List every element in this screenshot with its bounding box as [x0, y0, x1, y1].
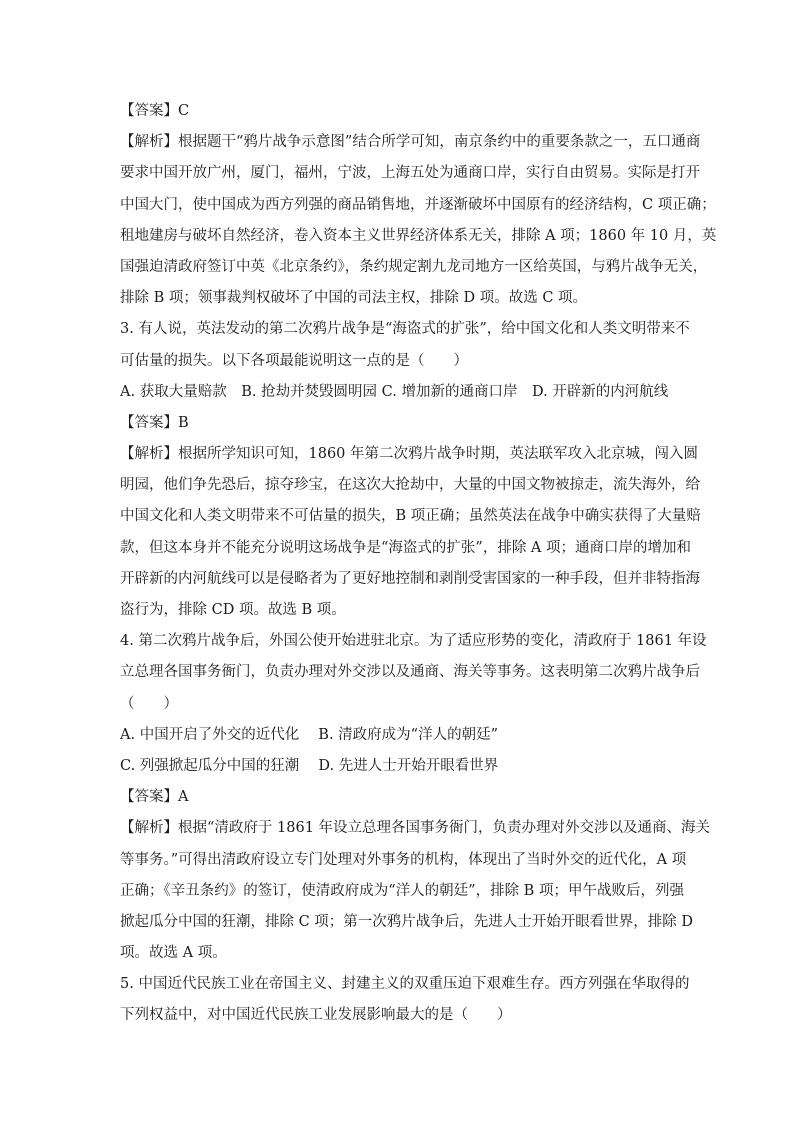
q4-analysis-line: 正确；《辛丑条约》的签订，使清政府成为“洋人的朝廷”，排除 B 项；甲午战败后，列强	[120, 882, 684, 899]
q2-analysis	[120, 127, 717, 314]
q3-analysis	[120, 439, 701, 626]
q3-analysis-line: 中国文化和人类文明带来不可估量的损失，B 项正确；虽然英法在战争中确实获得了大量赔	[120, 508, 701, 525]
q5-stem	[120, 969, 690, 1031]
q5-stem-line: 下列权益中，对中国近代民族工业发展影响最大的是（ ）	[120, 1007, 512, 1024]
q2-analysis-line: 要求中国开放广州，厦门，福州，宁波，上海五处为通商口岸，实行自由贸易。实际是打开	[120, 165, 700, 182]
q5-stem-line: 5. 中国近代民族工业在帝国主义、封建主义的双重压迫下艰难生存。西方列强在华取得的	[120, 976, 690, 993]
q2-analysis-line: 排除 B 项；领事裁判权破坏了中国的司法主权，排除 D 项。故选 C 项。	[120, 290, 588, 307]
document-page	[120, 96, 717, 1032]
q4-option-row: A. 中国开启了外交的近代化 B. 清政府成为“洋人的朝廷”	[120, 726, 498, 743]
q2-analysis-line: 租地建房与破坏自然经济，卷入资本主义世界经济体系无关，排除 A 项；1860 年 10 月，英	[120, 227, 717, 244]
q2-analysis-line: 【解析】根据题干“鸦片战争示意图”结合所学可知，南京条约中的重要条款之一，五口通商	[120, 134, 701, 151]
q3-analysis-line: 款，但这本身并不能充分说明这场战争是“海盗式的扩张”，排除 A 项；通商口岸的增加和	[120, 539, 692, 556]
q4-answer: 【答案】A	[120, 789, 189, 806]
q2-analysis-line: 国强迫清政府签订中英《北京条约》，条约规定割九龙司地方一区给英国，与鸦片战争无关，	[120, 258, 708, 275]
q3-answer: 【答案】B	[120, 414, 189, 431]
q4-stem	[120, 626, 707, 720]
q3-stem-line: 3. 有人说，英法发动的第二次鸦片战争是“海盗式的扩张”，给中国文化和人类文明带来不	[120, 321, 690, 338]
q3-stem	[120, 314, 690, 376]
q4-analysis-line: 掀起瓜分中国的狂潮，排除 C 项；第一次鸦片战争后，先进人士开始开眼看世界，排除 D	[120, 913, 694, 930]
q4-stem-line: （ ）	[120, 695, 178, 712]
q3-analysis-line: 盗行为，排除 CD 项。故选 B 项。	[120, 602, 346, 618]
q3-options: A. 获取大量赔款 B. 抢劫并焚毁圆明园 C. 增加新的通商口岸 D. 开辟新的内河航线	[120, 383, 669, 400]
q3-analysis-line: 明园，他们争先恐后，掠夺珍宝，在这次大抢劫中，大量的中国文物被掠走，流失海外，给	[120, 477, 700, 494]
q4-options	[120, 720, 680, 782]
q4-analysis-line: 等事务。”可得出清政府设立专门处理对外事务的机构，体现出了当时外交的近代化，A 项	[120, 851, 687, 868]
q4-stem-line: 立总理各国事务衙门，负责办理对外交涉以及通商、海关等事务。这表明第二次鸦片战争后	[120, 664, 700, 681]
q4-analysis	[120, 813, 711, 969]
q4-analysis-line: 【解析】根据“清政府于 1861 年设立总理各国事务衙门，负责办理对外交涉以及通商、海关	[120, 820, 711, 837]
q4-stem-line: 4. 第二次鸦片战争后，外国公使开始进驻北京。为了适应形势的变化，清政府于 1861 年设	[120, 633, 707, 650]
q2-answer: 【答案】C	[120, 103, 190, 119]
q3-stem-line: 可估量的损失。以下各项最能说明这一点的是（ ）	[120, 352, 468, 369]
q3-analysis-line: 开辟新的内河航线可以是侵略者为了更好地控制和剥削受害国家的一种手段，但并非特指海	[120, 570, 700, 587]
q4-option-row: C. 列强掀起瓜分中国的狂潮 D. 先进人士开始开眼看世界	[120, 757, 499, 774]
q2-analysis-line: 中国大门，使中国成为西方列强的商品销售地，并逐渐破坏中国原有的经济结构，C 项正确；	[120, 196, 716, 213]
q3-analysis-line: 【解析】根据所学知识可知，1860 年第二次鸦片战争时期，英法联军攻入北京城，闯入圆	[120, 446, 699, 463]
q4-analysis-line: 项。故选 A 项。	[120, 945, 227, 962]
